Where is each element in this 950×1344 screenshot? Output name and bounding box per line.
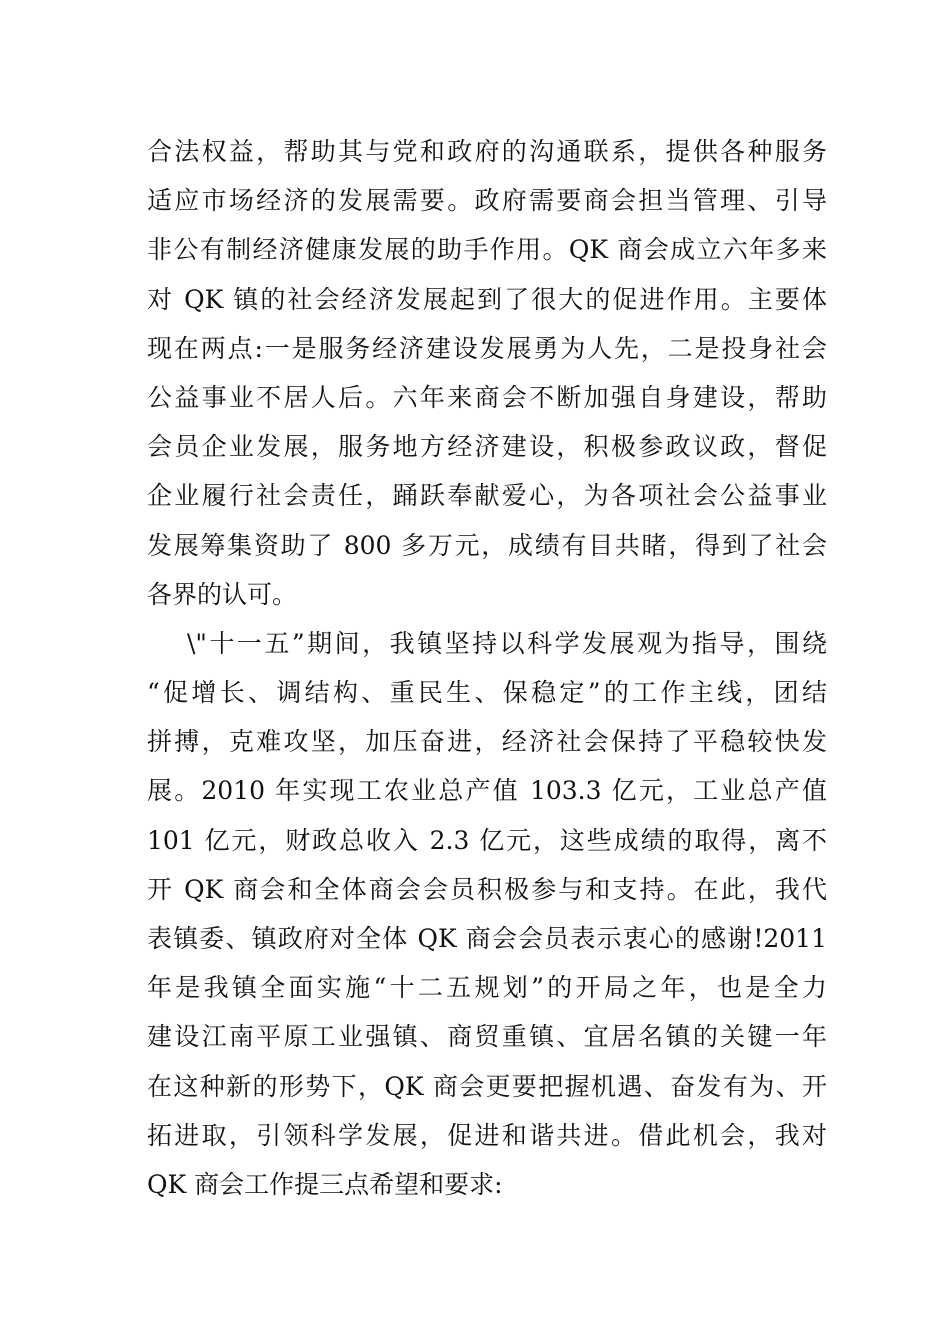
paragraph-line: 非公有制经济健康发展的助手作用。QK 商会成立六年多来 xyxy=(147,235,827,265)
paragraph-line: “促增长、调结构、重民生、保稳定”的工作主线，团结 xyxy=(147,678,827,708)
paragraph-line: 发展筹集资助了 800 多万元，成绩有目共睹，得到了社会 xyxy=(147,530,827,560)
paragraph-line: QK 商会工作提三点希望和要求: xyxy=(147,1169,503,1199)
paragraph-line: 合法权益，帮助其与党和政府的沟通联系，提供各种服务 xyxy=(147,137,827,166)
paragraph-line: 公益事业不居人后。六年来商会不断加强自身建设，帮助 xyxy=(147,382,827,412)
paragraph-line: 建设江南平原工业强镇、商贸重镇、宜居名镇的关键一年 xyxy=(147,1022,827,1052)
paragraph-line: 现在两点:一是服务经济建设发展勇为人先，二是投身社会 xyxy=(147,333,827,363)
paragraph-line: 对 QK 镇的社会经济发展起到了很大的促进作用。主要体 xyxy=(147,284,827,314)
document-body xyxy=(147,127,827,1209)
paragraph-line: 展。2010 年实现工农业总产值 103.3 亿元，工业总产值 xyxy=(147,776,827,806)
paragraph-line: 会员企业发展，服务地方经济建设，积极参政议政，督促 xyxy=(147,432,827,462)
paragraph-line: 适应市场经济的发展需要。政府需要商会担当管理、引导 xyxy=(147,186,827,216)
paragraph-line: 企业履行社会责任，踊跃奉献爱心，为各项社会公益事业 xyxy=(147,481,827,511)
paragraph-line: 拼搏，克难攻坚，加压奋进，经济社会保持了平稳较快发 xyxy=(147,727,827,757)
paragraph-line: 开 QK 商会和全体商会会员积极参与和支持。在此，我代 xyxy=(147,874,827,904)
paragraph-line: \"十一五”期间，我镇坚持以科学发展观为指导，围绕 xyxy=(187,628,827,658)
paragraph-line: 各界的认可。 xyxy=(147,579,298,609)
paragraph-2 xyxy=(147,619,827,1209)
paragraph-line: 在这种新的形势下，QK 商会更要把握机遇、奋发有为、开 xyxy=(147,1071,827,1101)
paragraph-line: 101 亿元，财政总收入 2.3 亿元，这些成绩的取得，离不 xyxy=(147,825,827,855)
paragraph-line: 年是我镇全面实施“十二五规划”的开局之年，也是全力 xyxy=(147,973,827,1003)
paragraph-line: 拓进取，引领科学发展，促进和谐共进。借此机会，我对 xyxy=(147,1120,827,1150)
paragraph-1 xyxy=(147,127,827,619)
paragraph-line: 表镇委、镇政府对全体 QK 商会会员表示衷心的感谢!2011 xyxy=(147,924,827,953)
